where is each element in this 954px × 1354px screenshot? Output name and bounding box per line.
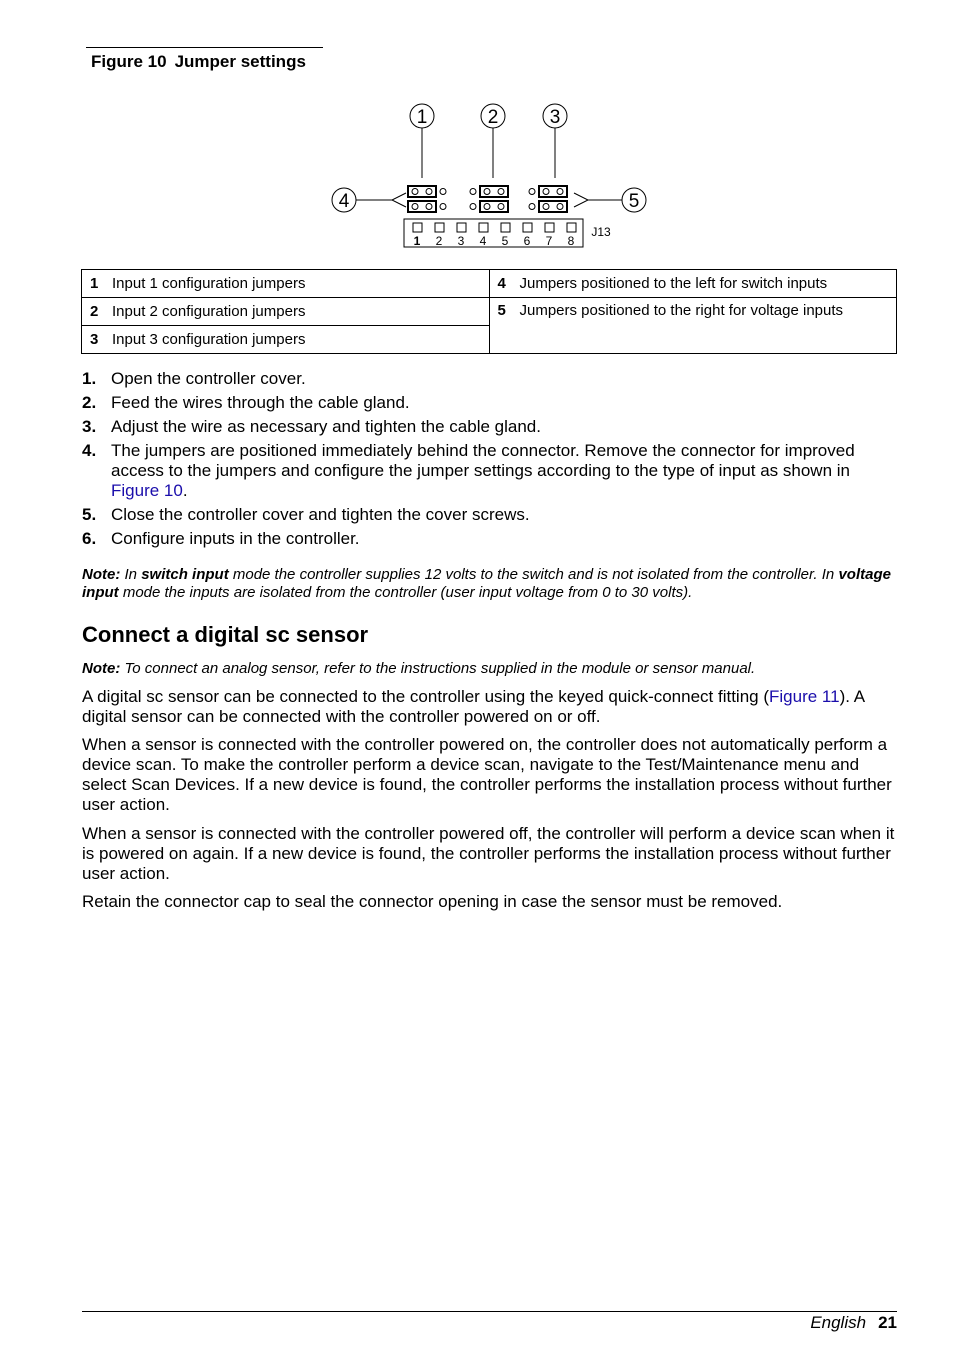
- pin-label-8: 8: [567, 234, 575, 248]
- callout-2: 2: [487, 107, 499, 128]
- list-item: 2. Feed the wires through the cable gland.: [82, 393, 410, 412]
- procedure-steps: [82, 369, 897, 553]
- figure-10-link[interactable]: Figure 10: [111, 481, 183, 500]
- callout-5: 5: [628, 191, 640, 212]
- list-item: 3. Adjust the wire as necessary and tighten the cable gland.: [82, 417, 541, 436]
- pin-label-3: 3: [457, 234, 465, 248]
- footer-rule: [82, 1311, 897, 1312]
- paragraph-4: Retain the connector cap to seal the connector opening in case the sensor must be removed.: [82, 892, 783, 911]
- legend-cell: 3 Input 3 configuration jumpers: [82, 326, 490, 354]
- section-title: Connect a digital sc sensor: [82, 622, 369, 647]
- legend-cell: 1 Input 1 configuration jumpers: [82, 270, 490, 298]
- pin-label-7: 7: [545, 234, 553, 248]
- legend-cell: 5 Jumpers positioned to the right for voltage inputs: [489, 298, 897, 354]
- pin-label-4: 4: [479, 234, 487, 248]
- legend-cell: 4 Jumpers positioned to the left for switch inputs: [489, 270, 897, 298]
- jumper-diagram: [320, 100, 660, 252]
- pin-label-6: 6: [523, 234, 531, 248]
- callout-4: 4: [338, 191, 350, 212]
- list-item: 5. Close the controller cover and tighten the cover screws.: [82, 505, 530, 524]
- paragraph-1: A digital sc sensor can be connected to the controller using the keyed quick-connect fitting (Figure 11). A digital sensor can be connected with the controller powered on or off.: [82, 687, 865, 726]
- footer-language: English: [810, 1313, 867, 1332]
- connector-label: J13: [591, 225, 611, 239]
- note-switch-voltage: Note: In switch input mode the controller supplies 12 volts to the switch and is not isolated from the controller. In voltage input mode the inputs are isolated from the controller (user input voltage from 0 to 30 volts).: [82, 566, 891, 601]
- pin-label-1: 1: [413, 234, 421, 248]
- figure-caption: [91, 52, 306, 72]
- list-item: 4. The jumpers are positioned immediately behind the connector. Remove the connector for improved access to the jumpers and configure the jumper settings according to the type of input as shown in Figure 10.: [82, 441, 855, 500]
- callout-3: 3: [549, 107, 561, 128]
- pin-label-5: 5: [501, 234, 509, 248]
- list-item: 6. Configure inputs in the controller.: [82, 529, 360, 548]
- connector-j13: [404, 219, 583, 247]
- page-footer: [810, 1313, 897, 1333]
- jumper-block-3: [529, 186, 567, 212]
- callout-1: 1: [416, 107, 428, 128]
- page-number: 21: [878, 1313, 897, 1332]
- figure-label: Figure 10: [91, 52, 167, 71]
- pin-label-2: 2: [435, 234, 443, 248]
- legend-cell: 2 Input 2 configuration jumpers: [82, 298, 490, 326]
- list-item: 1. Open the controller cover.: [82, 369, 306, 388]
- figure-title: Jumper settings: [174, 52, 306, 71]
- note-analog-sensor: Note: To connect an analog sensor, refer to the instructions supplied in the module or sensor manual.: [82, 660, 756, 677]
- jumper-block-1: [408, 186, 446, 212]
- paragraph-3: When a sensor is connected with the controller powered off, the controller will perform a device scan when it is powered on again. If a new device is found, the controller performs the installation process without further user action.: [82, 824, 895, 883]
- jumper-block-2: [470, 186, 508, 212]
- figure-legend-table: [81, 269, 897, 354]
- figure-top-rule: [86, 47, 323, 48]
- figure-11-link[interactable]: Figure 11: [769, 687, 840, 706]
- paragraph-2: When a sensor is connected with the controller powered on, the controller does not automatically perform a device scan. To make the controller perform a device scan, navigate to the Test/Maintenance menu and select Scan Devices. If a new device is found, the controller performs the installation process without further user action.: [82, 735, 892, 814]
